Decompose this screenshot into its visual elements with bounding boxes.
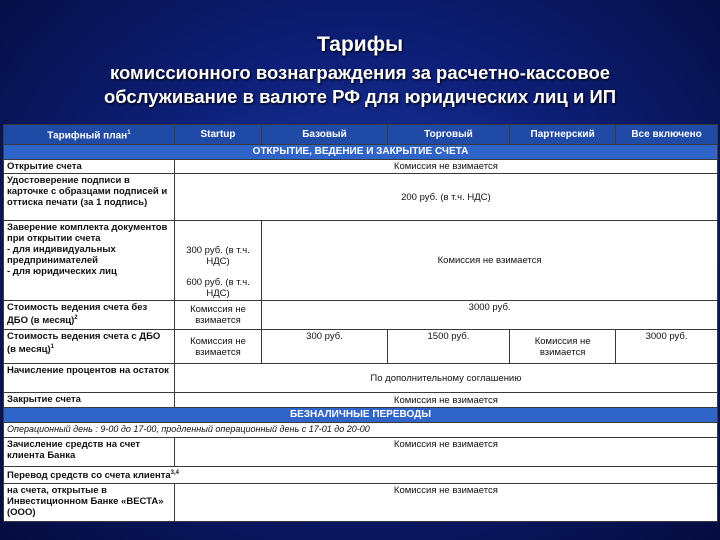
section-title-transfers: БЕЗНАЛИЧНЫЕ ПЕРЕВОДЫ: [4, 408, 718, 423]
row-label: на счета, открытые в Инвестиционном Банке «ВЕСТА» (ООО): [4, 484, 175, 522]
row-label: Перевод средств со счета клиента$^{3,4}$: [4, 467, 718, 484]
page-title: Тарифы: [316, 33, 404, 56]
table-header-row: [4, 125, 718, 145]
table-row: [4, 467, 718, 484]
row-value-startup: Комиссия не взимается: [174, 330, 261, 364]
row-label: Стоимость ведения счета без ДБО (в месяц)$^2$: [4, 300, 175, 329]
row-value: Комиссия не взимается: [174, 393, 717, 408]
col-header-startup: Startup: [174, 125, 261, 145]
table-row: [4, 363, 718, 392]
table-row: [4, 174, 718, 220]
col-header-all: Все включено: [616, 125, 718, 145]
row-label: Удостоверение подписи в карточке с образцами подписей и оттиска печати (за 1 подпись): [4, 174, 175, 220]
row-value: 3000 руб.: [262, 300, 718, 329]
section-title-account: ОТКРЫТИЕ, ВЕДЕНИЕ И ЗАКРЫТИЕ СЧЕТА: [4, 144, 718, 159]
operational-day-note: Операционный день : 9-00 до 17-00, продленный операционный день с 17-01 до 20-00: [4, 422, 718, 437]
table-row: [4, 220, 718, 300]
row-value: 200 руб. (в т.ч. НДС): [174, 174, 717, 220]
row-label: Заверение комплекта документов при открытии счета - для индивидуальных предпринимателей - для юридических лиц: [4, 220, 175, 300]
table-row: [4, 330, 718, 364]
row-label: Начисление процентов на остаток: [4, 363, 175, 392]
table-row: [4, 300, 718, 329]
row-value-torgovy: 1500 руб.: [387, 330, 509, 364]
row-value: Комиссия не взимается: [174, 159, 717, 174]
table-row: [4, 484, 718, 522]
table-row: [4, 422, 718, 437]
table-row: [4, 437, 718, 466]
col-header-bazovy: Базовый: [262, 125, 388, 145]
row-value-all: 3000 руб.: [616, 330, 718, 364]
row-value-partner: Комиссия не взимается: [510, 330, 616, 364]
col-header-partner: Партнерский: [510, 125, 616, 145]
row-label: Зачисление средств на счет клиента Банка: [4, 437, 175, 466]
row-value: Комиссия не взимается: [174, 484, 717, 522]
row-label: Стоимость ведения счета с ДБО (в месяц)$^1$: [4, 330, 175, 364]
row-label: Закрытие счета: [4, 393, 175, 408]
row-value: Комиссия не взимается: [262, 220, 718, 300]
section-row: [4, 408, 718, 423]
section-row: [4, 144, 718, 159]
table-row: [4, 393, 718, 408]
row-label: Открытие счета: [4, 159, 175, 174]
tariff-table: [3, 124, 718, 522]
col-header-plan: Тарифный план$^1$: [4, 125, 175, 145]
row-value: Комиссия не взимается: [174, 437, 717, 466]
page-subtitle-line1: комиссионного вознаграждения за расчетно-кассовое: [109, 62, 611, 83]
table-row: [4, 159, 718, 174]
row-value: По дополнительному соглашению: [174, 363, 717, 392]
col-header-torgovy: Торговый: [387, 125, 509, 145]
row-value-startup: Комиссия не взимается: [174, 300, 261, 329]
row-value-bazovy: 300 руб.: [262, 330, 388, 364]
page-subtitle-line2: обслуживание в валюте РФ для юридических лиц и ИП: [103, 86, 617, 107]
row-value-startup: 300 руб. (в т.ч. НДС) 600 руб. (в т.ч. НДС): [174, 220, 261, 300]
